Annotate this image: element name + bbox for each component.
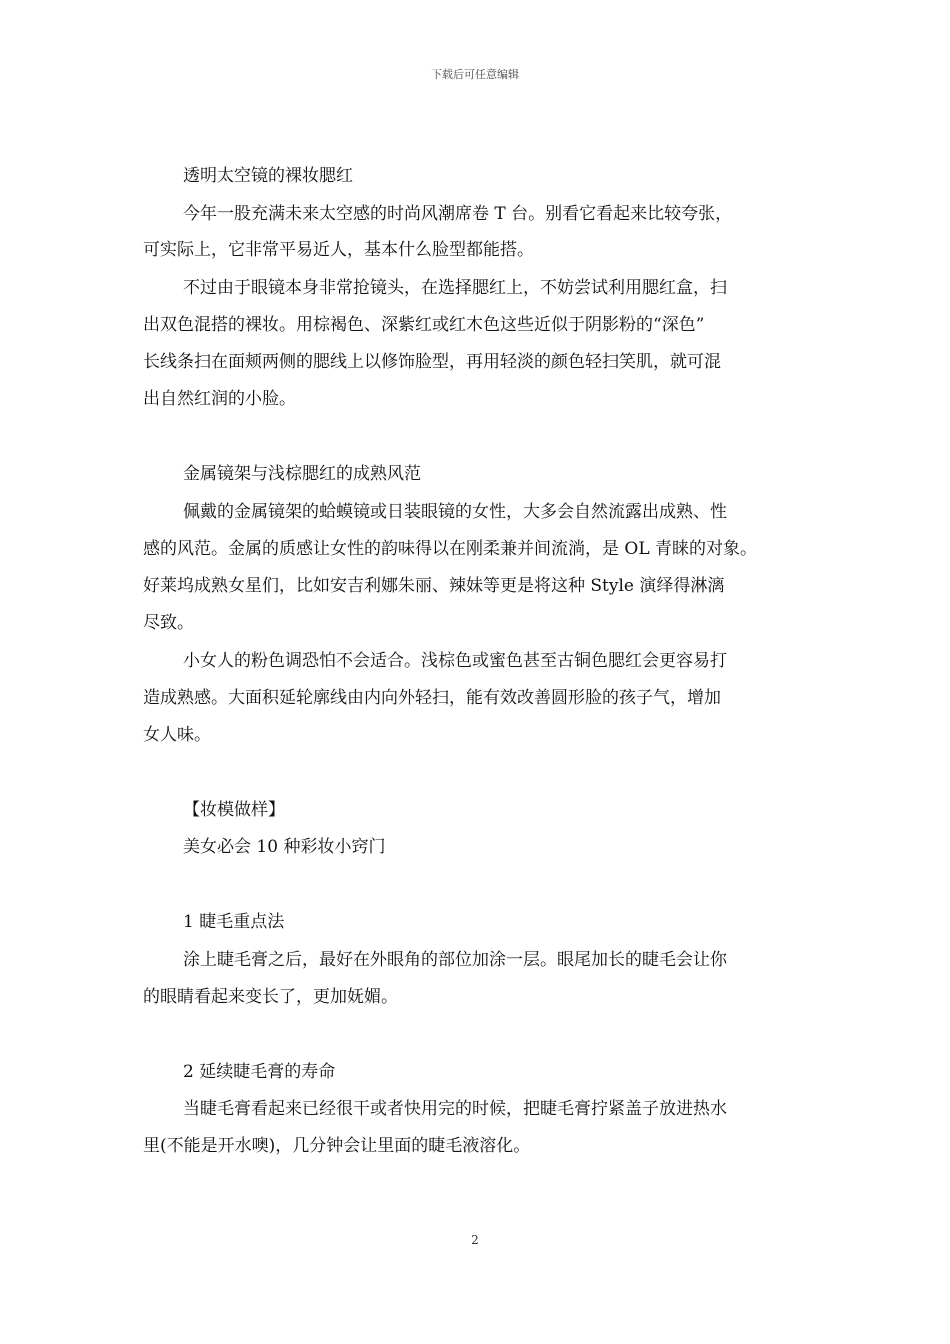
section-heading: 美女必会 10 种彩妆小窍门	[183, 837, 386, 857]
paragraph-line: 女人味。	[143, 725, 211, 745]
paragraph-line: 造成熟感。大面积延轮廓线由内向外轻扫，能有效改善圆形脸的孩子气，增加	[143, 688, 721, 708]
paragraph-line: 感的风范。金属的质感让女性的韵味得以在刚柔兼并间流淌，是 OL 青睐的对象。	[143, 539, 758, 559]
paragraph-line: 好莱坞成熟女星们，比如安吉利娜朱丽、辣妹等更是将这种 Style 演绎得淋漓	[143, 576, 725, 596]
paragraph-line: 小女人的粉色调恐怕不会适合。浅棕色或蜜色甚至古铜色腮红会更容易打	[183, 651, 727, 671]
tip-heading: 1 睫毛重点法	[183, 912, 285, 932]
paragraph-line: 佩戴的金属镜架的蛤蟆镜或日装眼镜的女性，大多会自然流露出成熟、性	[183, 502, 727, 522]
paragraph-line: 尽致。	[143, 613, 194, 633]
page-number: 2	[471, 1233, 479, 1247]
paragraph-line: 的眼睛看起来变长了，更加妩媚。	[143, 987, 398, 1007]
section-heading: 【妆模做样】	[183, 800, 285, 820]
paragraph-line: 里(不能是开水噢)，几分钟会让里面的睫毛液溶化。	[143, 1136, 531, 1156]
paragraph-line: 出自然红润的小脸。	[143, 389, 296, 409]
paragraph-line: 涂上睫毛膏之后，最好在外眼角的部位加涂一层。眼尾加长的睫毛会让你	[183, 950, 727, 970]
section-heading: 金属镜架与浅棕腮红的成熟风范	[183, 464, 421, 484]
paragraph-line: 长线条扫在面颊两侧的腮线上以修饰脸型，再用轻淡的颜色轻扫笑肌，就可混	[143, 352, 721, 372]
paragraph-line: 出双色混搭的裸妆。用棕褐色、深紫红或红木色这些近似于阴影粉的“深色”	[143, 315, 705, 335]
tip-heading: 2 延续睫毛膏的寿命	[183, 1062, 336, 1082]
paragraph-line: 不过由于眼镜本身非常抢镜头，在选择腮红上，不妨尝试利用腮红盒，扫	[183, 278, 727, 298]
paragraph-line: 当睫毛膏看起来已经很干或者快用完的时候，把睫毛膏拧紧盖子放进热水	[183, 1099, 727, 1119]
paragraph-line: 今年一股充满未来太空感的时尚风潮席卷 T 台。别看它看起来比较夸张，	[183, 204, 733, 224]
paragraph-line: 可实际上，它非常平易近人，基本什么脸型都能搭。	[143, 240, 534, 260]
page-header: 下载后可任意编辑	[431, 68, 519, 81]
section-heading: 透明太空镜的裸妆腮红	[183, 166, 353, 186]
